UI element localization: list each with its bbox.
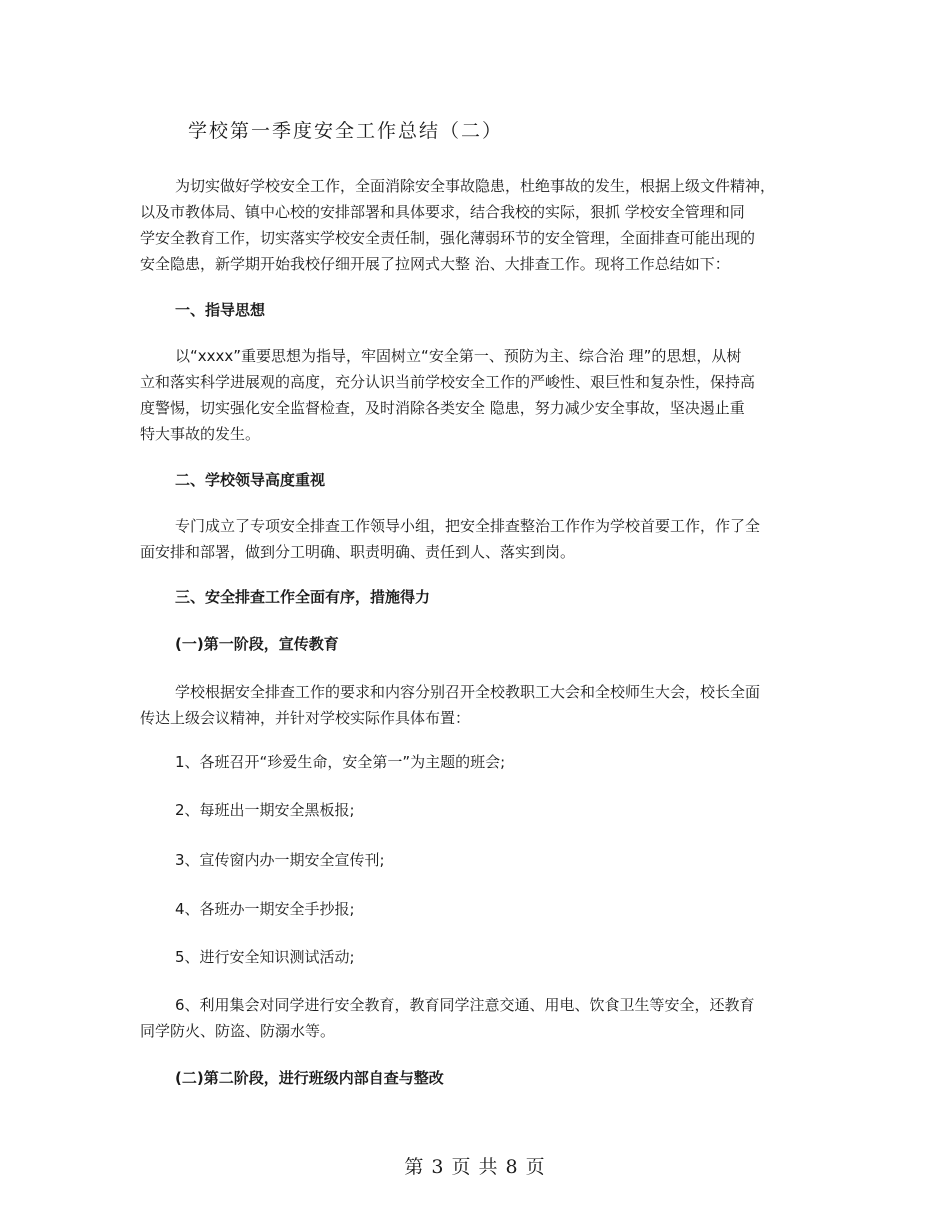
- subsection-1-line-2: 传达上级会议精神，并针对学校实际作具体布置：: [140, 709, 471, 727]
- intro-line-3: 学安全教育工作，切实落实学校安全责任制，强化薄弱环节的安全管理，全面排查可能出现的: [140, 229, 756, 247]
- intro-line-2: 以及市教体局、镇中心校的安排部署和具体要求，结合我校的实际，狠抓 学校安全管理和同: [140, 203, 745, 221]
- section-1-line-4: 特大事故的发生。: [140, 425, 261, 443]
- section-1-line-1: 以“xxxx”重要思想为指导，牢固树立“安全第一、预防为主、综合治 理”的思想，从树: [175, 347, 742, 365]
- section-1-line-2: 立和落实科学进展观的高度，充分认识当前学校安全工作的严峻性、艰巨性和复杂性，保持高: [140, 373, 756, 391]
- section-2-line-1: 专门成立了专项安全排查工作领导小组，把安全排查整治工作作为学校首要工作，作了全: [175, 517, 761, 535]
- list-item: 4、各班办一期安全手抄报;: [175, 900, 355, 918]
- section-2-line-2: 面安排和部署，做到分工明确、职责明确、责任到人、落实到岗。: [140, 543, 576, 561]
- subsection-1-line-1: 学校根据安全排查工作的要求和内容分别召开全校教职工大会和全校师生大会，校长全面: [175, 683, 761, 701]
- section-1-heading: 一、指导思想: [175, 301, 266, 319]
- list-item: 5、进行安全知识测试活动;: [175, 948, 355, 966]
- subsection-1-heading: (一)第一阶段，宣传教育: [175, 635, 339, 653]
- intro-line-1: 为切实做好学校安全工作，全面消除安全事故隐患，杜绝事故的发生，根据上级文件精神，: [175, 177, 776, 195]
- section-3-heading: 三、安全排查工作全面有序，措施得力: [175, 588, 431, 606]
- section-2-heading: 二、学校领导高度重视: [175, 471, 326, 489]
- intro-line-4: 安全隐患，新学期开始我校仔细开展了拉网式大整 治、大排查工作。现将工作总结如下：: [140, 255, 730, 273]
- document-title: 学校第一季度安全工作总结（二）: [188, 120, 504, 142]
- list-item: 2、每班出一期安全黑板报;: [175, 801, 355, 819]
- section-1-line-3: 度警惕，切实强化安全监督检查，及时消除各类安全 隐患，努力减少安全事故，坚决遏止重: [140, 399, 745, 417]
- list-item-6-line-1: 6、利用集会对同学进行安全教育，教育同学注意交通、用电、饮食卫生等安全，还教育: [175, 996, 755, 1014]
- page-number-footer: 第 3 页 共 8 页: [404, 1156, 546, 1178]
- subsection-2-heading: (二)第二阶段，进行班级内部自查与整改: [175, 1069, 444, 1087]
- list-item: 3、宣传窗内办一期安全宣传刊;: [175, 851, 385, 869]
- list-item: 1、各班召开“珍爱生命，安全第一”为主题的班会;: [175, 753, 506, 771]
- list-item-6-line-2: 同学防火、防盗、防溺水等。: [140, 1022, 336, 1040]
